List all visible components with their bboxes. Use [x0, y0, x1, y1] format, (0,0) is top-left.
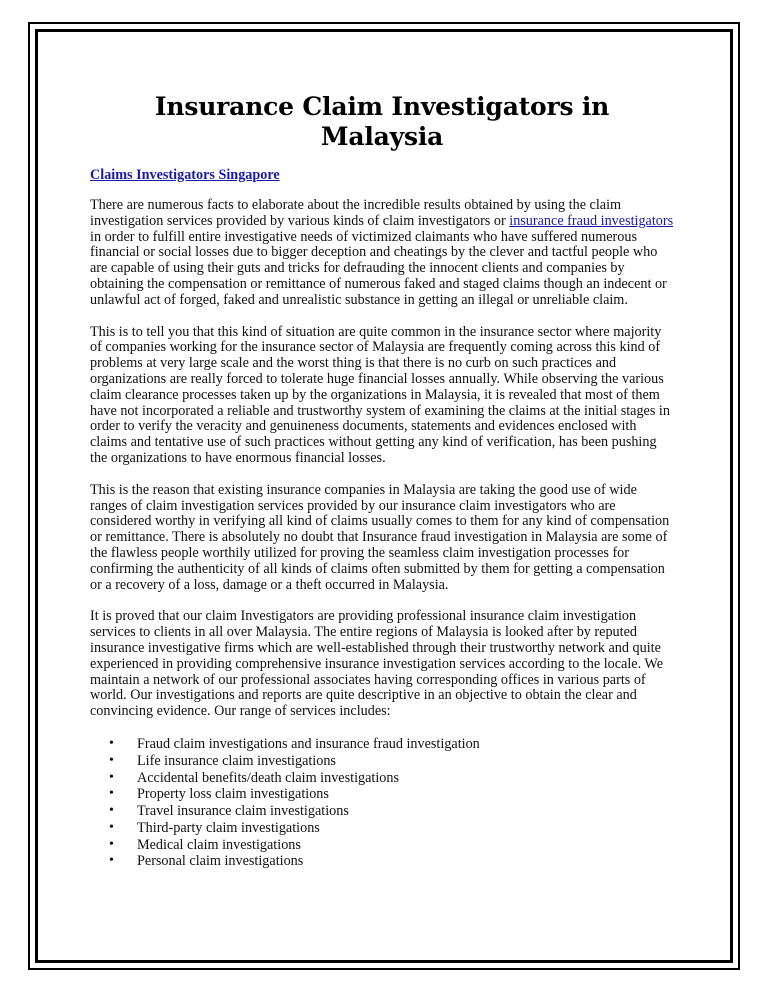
list-item: • Medical claim investigations [137, 837, 674, 854]
document-body [90, 92, 674, 870]
list-item: • Travel insurance claim investigations [137, 803, 674, 820]
services-list [90, 736, 674, 870]
paragraph-2: This is to tell you that this kind of situation are quite common in the insurance sector where majority of companies working for the insurance sector of Malaysia are frequently coming across this kind of problems at very large scale and the worst thing is that there is no curb on such practices and organizations are really forced to tolerate huge financial losses annually. While observing the various claim clearance processes taken up by the organizations in Malaysia, it is revealed that most of them have not incorporated a reliable and trustworthy system of examining the claims at the initial stages in order to verify the veracity and genuineness documents, statements and evidences enclosed with claims and tentative use of such practices without getting any kind of verification, has been pushing the organizations to have enormous financial losses. [90, 323, 670, 466]
list-item: • Property loss claim investigations [137, 786, 674, 803]
list-item: • Fraud claim investigations and insurance fraud investigation [137, 736, 674, 753]
list-item: • Accidental benefits/death claim investigations [137, 770, 674, 787]
list-item: • Life insurance claim investigations [137, 753, 674, 770]
paragraph-1 [90, 198, 674, 309]
page-title: Insurance Claim Investigators in Malaysia [154, 92, 610, 151]
list-item: • Personal claim investigations [137, 853, 674, 870]
insurance-fraud-investigators-link[interactable]: insurance fraud investigators [509, 212, 674, 229]
paragraph-1-text-a: There are numerous facts to elaborate about the incredible results obtained by using the claim investigation services provided by various kinds of claim investigators or [90, 197, 622, 229]
paragraph-4: It is proved that our claim Investigators are providing professional insurance claim investigation services to clients in all over Malaysia. The entire regions of Malaysia is looked after by reputed insurance investigative firms which are well-established through their trustworthy network and quite experienced in providing comprehensive insurance investigation services according to the locale. We maintain a network of our professional associates having corresponding offices in various parts of world. Our investigations and reports are quite descriptive in an objective to obtain the clear and convincing evidence. Our range of services includes: [90, 608, 663, 720]
list-item: • Third-party claim investigations [137, 820, 674, 837]
paragraph-3: This is the reason that existing insurance companies in Malaysia are taking the good use of wide ranges of claim investigation services provided by our insurance claim investigators who are considered worthy in verifying all kind of claims usually comes to them for any kind of compensation or remittance. There is absolutely no doubt that Insurance fraud investigation in Malaysia are some of the flawless people worthily utilized for proving the seamless claim investigation processes for confirming the authenticity of all kinds of claims often submitted by them for getting a compensation or a recovery of a loss, damage or a theft occurred in Malaysia. [90, 481, 670, 593]
claims-investigators-singapore-link[interactable]: Claims Investigators Singapore [90, 167, 280, 183]
paragraph-1-text-b: in order to fulfill entire investigative needs of victimized claimants who have suffered numerous financial or social losses due to bigger deception and cheatings by the clever and tactful people who are capable of using their guts and tricks for defrauding the innocent clients and companies by obtaining the compensation or remittance of numerous faked and staged claims though an indecent or unlawful act of forged, faked and unrealistic substance in getting an illegal or unreliable claim. [90, 228, 667, 308]
